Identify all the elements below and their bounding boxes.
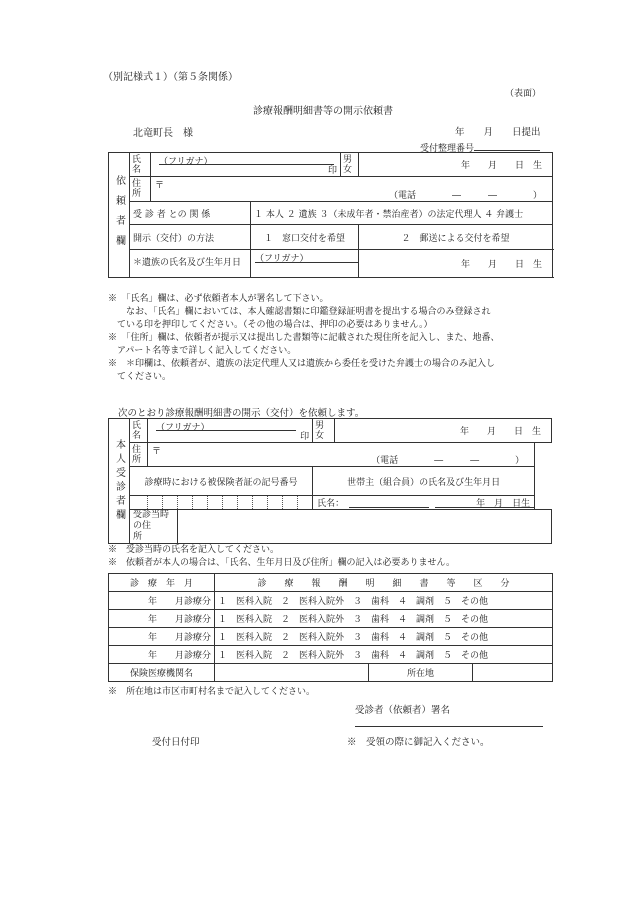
patient-birth-field[interactable]: 年 月 日 生 bbox=[335, 419, 552, 443]
householder-label: 世帯主（組合員）の氏名及び生年月日 bbox=[313, 467, 535, 496]
receipt-note: ※ 受領の際に御記入ください。 bbox=[347, 737, 490, 748]
institution-label: 保険医療機関名 bbox=[109, 664, 215, 682]
document-title: 診療報酬明細書等の開示依頼書 bbox=[253, 106, 393, 117]
request-statement: 次のとおり診療報酬明細書の開示（交付）を依頼します。 bbox=[118, 408, 365, 419]
insurance-box[interactable] bbox=[163, 496, 178, 510]
statement-month-cell[interactable]: 年 月診療分 bbox=[109, 592, 215, 610]
patient-gender-field[interactable]: 男女 bbox=[313, 419, 335, 443]
seal-mark: 印 bbox=[327, 166, 337, 176]
insurance-box[interactable] bbox=[298, 496, 313, 510]
patient-seal-mark: 印 bbox=[300, 432, 310, 442]
notes-patient: ※ 受診当時の氏名を記入してください。 ※ 依頼者が本人の場合は、「氏名、生年月日及び住所」欄の記入は必要ありません。 bbox=[108, 545, 456, 568]
requester-address-field[interactable]: 〒 （電話 ― ― ） bbox=[151, 177, 553, 202]
addressee: 北竜町長 様 bbox=[133, 128, 193, 139]
statement-month-header: 診 療 年 月 bbox=[109, 574, 215, 592]
gender-field[interactable]: 男女 bbox=[341, 153, 359, 177]
householder-field[interactable]: 氏名： 年 月 日生 bbox=[313, 496, 535, 510]
deceased-name-field[interactable]: （フリガナ） bbox=[251, 250, 359, 278]
requester-phone: （電話 ― ― ） bbox=[389, 191, 543, 201]
method-label: 開示（交付）の方法 bbox=[130, 225, 251, 250]
signature-label: 受診者（依頼者）署名 bbox=[355, 705, 451, 716]
insurance-box[interactable] bbox=[193, 496, 208, 510]
submission-date: 年 月 日提出 bbox=[455, 127, 541, 138]
insurance-box[interactable] bbox=[208, 496, 223, 510]
patient-address-label: 住所 bbox=[130, 443, 148, 467]
patient-section-label: 本人受診者欄 bbox=[109, 419, 130, 544]
insurance-box[interactable] bbox=[253, 496, 268, 510]
deceased-birth-field[interactable]: 年 月 日 生 bbox=[359, 250, 553, 278]
statement-table bbox=[108, 573, 553, 682]
statement-type-header: 診 療 報 酬 明 細 書 等 区 分 bbox=[215, 574, 553, 592]
statement-month-cell[interactable]: 年 月診療分 bbox=[109, 628, 215, 646]
past-address-field[interactable] bbox=[178, 510, 552, 544]
insurance-box[interactable] bbox=[223, 496, 238, 510]
deceased-label: ＊遺族の氏名及び生年月日 bbox=[130, 250, 251, 278]
insurance-box[interactable] bbox=[238, 496, 253, 510]
patient-name-label: 氏名 bbox=[130, 419, 148, 443]
insurance-box[interactable] bbox=[130, 496, 148, 510]
notes-location: ※ 所在地は市区市町村名まで記入してください。 bbox=[108, 687, 316, 697]
insurance-box[interactable] bbox=[148, 496, 163, 510]
statement-type-options[interactable]: １ 医科入院 ２ 医科入院外 ３ 歯科 ４ 調剤 ５ その他 bbox=[215, 592, 553, 610]
insurance-box[interactable] bbox=[268, 496, 283, 510]
patient-phone: （電話 ― ― ） bbox=[371, 456, 525, 466]
insurance-number-label: 診療時における被保険者証の記号番号 bbox=[130, 467, 313, 496]
statement-type-options[interactable]: １ 医科入院 ２ 医科入院外 ３ 歯科 ４ 調剤 ５ その他 bbox=[215, 628, 553, 646]
relation-options[interactable]: １ 本人 ２ 遺族 ３（未成年者・禁治産者）の法定代理人 ４ 弁護士 bbox=[251, 202, 553, 225]
past-address-label: 受診当時の住 所 bbox=[130, 510, 178, 544]
requester-address-label: 住所 bbox=[130, 177, 151, 202]
statement-type-options[interactable]: １ 医科入院 ２ 医科入院外 ３ 歯科 ４ 調剤 ５ その他 bbox=[215, 610, 553, 628]
relation-label: 受 診 者 との 関 係 bbox=[130, 202, 251, 225]
statement-type-options[interactable]: １ 医科入院 ２ 医科入院外 ３ 歯科 ４ 調剤 ５ その他 bbox=[215, 646, 553, 664]
form-reference: （別記様式１）（第５条関係） bbox=[103, 72, 238, 83]
requester-name-label: 氏名 bbox=[130, 153, 151, 177]
insurance-box[interactable] bbox=[283, 496, 298, 510]
statement-month-cell[interactable]: 年 月診療分 bbox=[109, 610, 215, 628]
requester-section-label: 依頼者欄 bbox=[109, 153, 130, 278]
requester-name-field[interactable]: （フリガナ） 印 bbox=[151, 153, 341, 177]
reception-number-label: 受付整理番号 bbox=[420, 140, 540, 154]
method-option-mail[interactable]: ２ 郵送による交付を希望 bbox=[359, 225, 553, 250]
reception-stamp-label: 受付日付印 bbox=[152, 737, 200, 748]
location-label: 所在地 bbox=[369, 664, 473, 682]
signature-line[interactable] bbox=[355, 726, 543, 727]
institution-field[interactable] bbox=[215, 664, 369, 682]
insurance-box[interactable] bbox=[178, 496, 193, 510]
patient-address-field[interactable]: 〒 （電話 ― ― ） bbox=[148, 443, 535, 467]
statement-month-cell[interactable]: 年 月診療分 bbox=[109, 646, 215, 664]
requester-table bbox=[108, 152, 553, 278]
method-option-counter[interactable]: １ 窓口交付を希望 bbox=[251, 225, 359, 250]
location-field[interactable] bbox=[473, 664, 553, 682]
requester-birth-field[interactable]: 年 月 日 生 bbox=[359, 153, 553, 177]
patient-table bbox=[108, 418, 552, 544]
patient-name-field[interactable]: （フリガナ） 印 bbox=[148, 419, 313, 443]
side-label: （表面） bbox=[505, 89, 542, 99]
notes-requester: ※ 「氏名」欄は、必ず依頼者本人が署名して下さい。 なお、「氏名」欄においては、本人確認書類に印鑑登録証明書を提出する場合のみ登録され ている印を押印してください。（その他の場合は、押印の必要はありません。） ※ 「住所」欄は、依頼者が提示又は提出した書類等に記載された現住所を記入し、また、地番、 アパート名等まで詳しく記入してください。 ※ ＊印欄は、依頼者が、遺族の法定代理人又は遺族から委任を受けた弁護士の場合のみ記入し てください。 bbox=[108, 294, 500, 382]
